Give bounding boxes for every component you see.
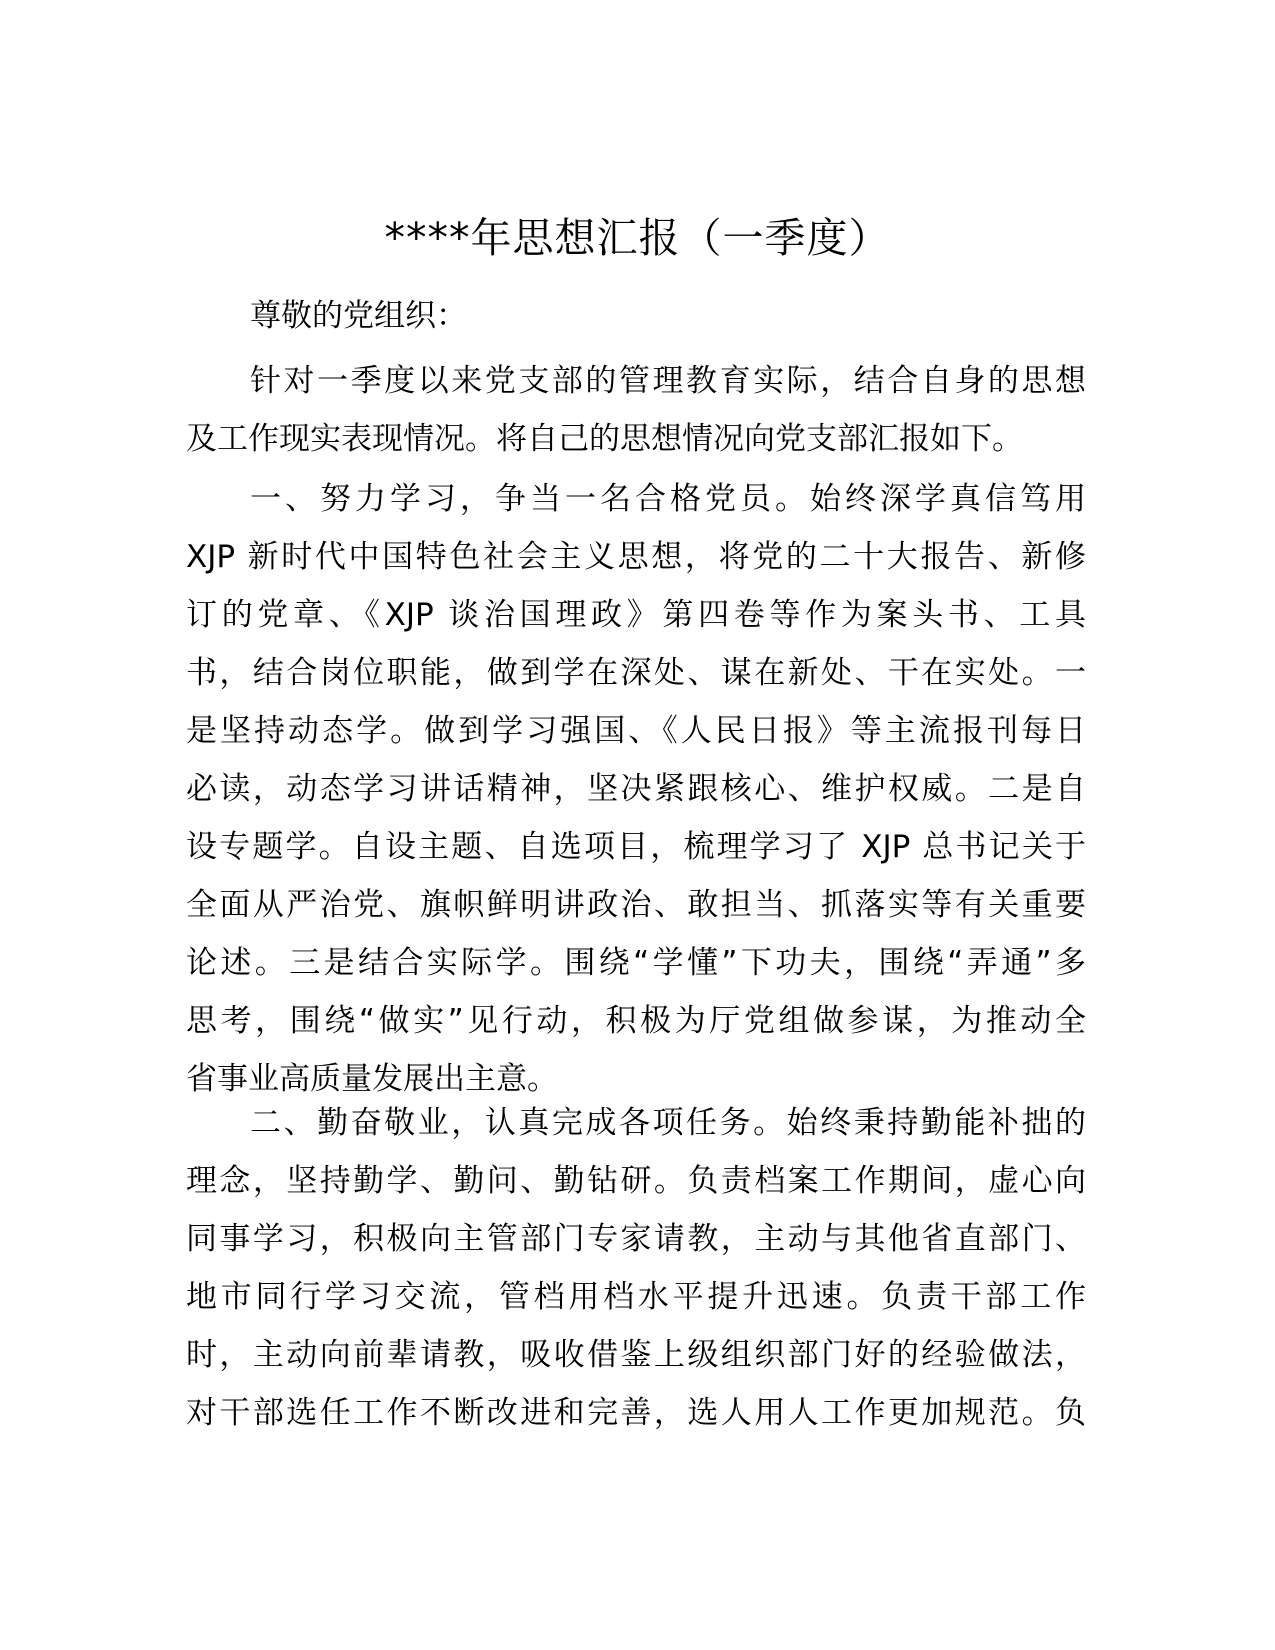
paragraph-work: [186, 1094, 1086, 1442]
paragraph-study: [186, 470, 1086, 1108]
paragraph-line: 一、努力学习，争当一名合格党员。始终深学真信笃用: [250, 481, 1086, 517]
paragraph-line: 书，结合岗位职能，做到学在深处、谋在新处、干在实处。一: [186, 655, 1086, 691]
greeting: 尊敬的党组织：: [250, 298, 467, 334]
paragraph-line: 理念，坚持勤学、勤问、勤钻研。负责档案工作期间，虚心向: [186, 1163, 1086, 1199]
paragraph-line: 及工作现实表现情况。将自己的思想情况向党支部汇报如下。: [186, 421, 1023, 457]
paragraph-line: XJP 新时代中国特色社会主义思想，将党的二十大报告、新修: [186, 539, 1086, 575]
paragraph-line: 时，主动向前辈请教，吸收借鉴上级组织部门好的经验做法，: [186, 1337, 1086, 1373]
paragraph-line: 设专题学。自设主题、自选项目，梳理学习了 XJP 总书记关于: [186, 829, 1086, 865]
paragraph-line: 同事学习，积极向主管部门专家请教，主动与其他省直部门、: [186, 1221, 1086, 1257]
paragraph-line: 地市同行学习交流，管档用档水平提升迅速。负责干部工作: [186, 1279, 1086, 1315]
paragraph-line: 必读，动态学习讲话精神，坚决紧跟核心、维护权威。二是自: [186, 771, 1086, 807]
paragraph-line: 论述。三是结合实际学。围绕“学懂”下功夫，围绕“弄通”多: [186, 945, 1086, 981]
paragraph-line: 针对一季度以来党支部的管理教育实际，结合自身的思想: [250, 363, 1086, 399]
paragraph-line: 二、勤奋敬业，认真完成各项任务。始终秉持勤能补拙的: [250, 1105, 1086, 1141]
paragraph-line: 订的党章、《XJP 谈治国理政》第四卷等作为案头书、工具: [186, 597, 1086, 633]
paragraph-line: 对干部选任工作不断改进和完善，选人用人工作更加规范。负: [186, 1395, 1086, 1431]
paragraph-line: 思考，围绕“做实”见行动，积极为厅党组做参谋，为推动全: [186, 1003, 1086, 1039]
paragraph-line: 省事业高质量发展出主意。: [186, 1061, 558, 1097]
paragraph-line: 是坚持动态学。做到学习强国、《人民日报》等主流报刊每日: [186, 713, 1086, 749]
document-title: ****年思想汇报（一季度）: [384, 214, 891, 262]
paragraph-line: 全面从严治党、旗帜鲜明讲政治、敢担当、抓落实等有关重要: [186, 887, 1086, 923]
paragraph-intro: [186, 352, 1086, 468]
